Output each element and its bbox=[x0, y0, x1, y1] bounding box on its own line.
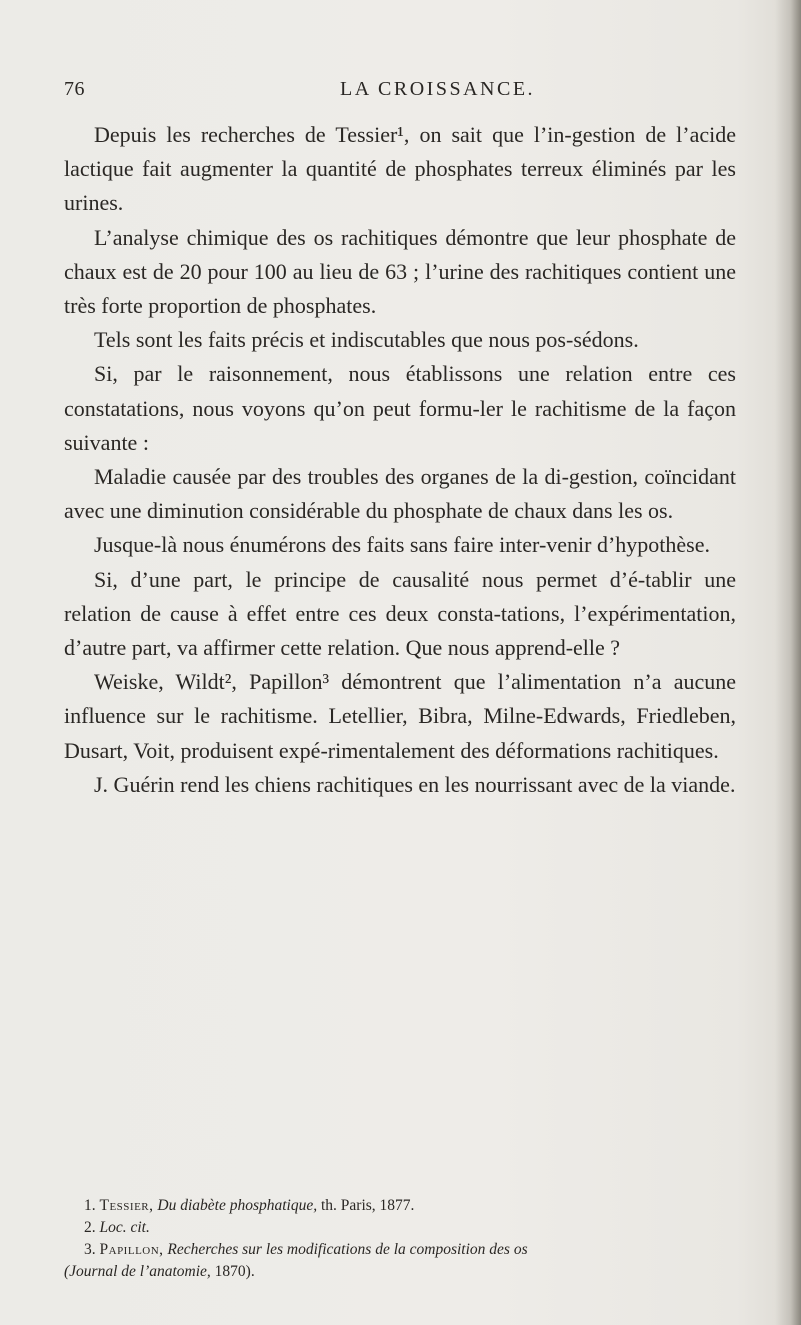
body-text bbox=[64, 118, 736, 802]
footnote-title: Loc. cit. bbox=[99, 1219, 150, 1236]
footnotes bbox=[64, 1195, 736, 1283]
paragraph: Si, d’une part, le principe de causalité nous permet d’é-tablir une relation de cause à effet entre ces deux consta-tations, l’expérimentation, d’autre part, va affirmer cette relation. Que nous apprend-elle ? bbox=[64, 566, 736, 661]
running-title: LA CROISSANCE. bbox=[340, 78, 536, 100]
paragraph: Si, par le raisonnement, nous établissons une relation entre ces constatations, nous voyons qu’on peut formu-ler le rachitisme de la façon suivante : bbox=[64, 361, 736, 455]
footnote bbox=[64, 1217, 736, 1239]
page-header bbox=[0, 78, 801, 118]
footnote bbox=[64, 1239, 736, 1261]
page-edge-shadow bbox=[775, 0, 801, 1325]
footnote-continuation bbox=[64, 1261, 736, 1283]
footnote-number: 3. bbox=[84, 1241, 96, 1258]
footnote-rest: th. Paris, 1877. bbox=[317, 1197, 415, 1214]
footnote bbox=[64, 1195, 736, 1217]
footnote-title: Du diabète phosphatique, bbox=[157, 1197, 318, 1214]
page-number: 76 bbox=[64, 78, 85, 100]
paragraph: Jusque-là nous énumérons des faits sans faire inter-venir d’hypothèse. bbox=[94, 532, 710, 558]
footnote-title: Recherches sur les modifications de la composition des os bbox=[167, 1241, 528, 1258]
paragraph: Weiske, Wildt², Papillon³ démontrent que l’alimentation n’a aucune influence sur le rachitisme. Letellier, Bibra, Milne-Edwards, Friedleben, Dusart, Voit, produisent expé-rimentalement des déformations rachitiques. bbox=[64, 669, 736, 763]
footnote-number: 2. bbox=[84, 1219, 96, 1236]
footnote-number: 1. bbox=[84, 1197, 96, 1214]
paragraph: Maladie causée par des troubles des organes de la di-gestion, coïncidant avec une diminution considérable du phosphate de chaux dans les os. bbox=[64, 464, 736, 524]
footnote-rest: 1870). bbox=[210, 1263, 255, 1280]
paragraph: Tels sont les faits précis et indiscutables que nous pos-sédons. bbox=[94, 327, 639, 353]
paragraph: J. Guérin rend les chiens rachitiques en les nourrissant avec de la viande. bbox=[94, 771, 736, 797]
footnote-author: Tessier, bbox=[99, 1197, 154, 1214]
footnote-author: Papillon, bbox=[99, 1241, 164, 1258]
footnote-title: (Journal de l’anatomie, bbox=[64, 1263, 211, 1280]
paragraph: L’analyse chimique des os rachitiques démontre que leur phosphate de chaux est de 20 pour 100 au lieu de 63 ; l’urine des rachitiques contient une très forte proportion de phosphates. bbox=[64, 224, 736, 319]
paragraph: Depuis les recherches de Tessier¹, on sait que l’in-gestion de l’acide lactique fait augmenter la quantité de phosphates terreux éliminés par les urines. bbox=[64, 122, 736, 216]
